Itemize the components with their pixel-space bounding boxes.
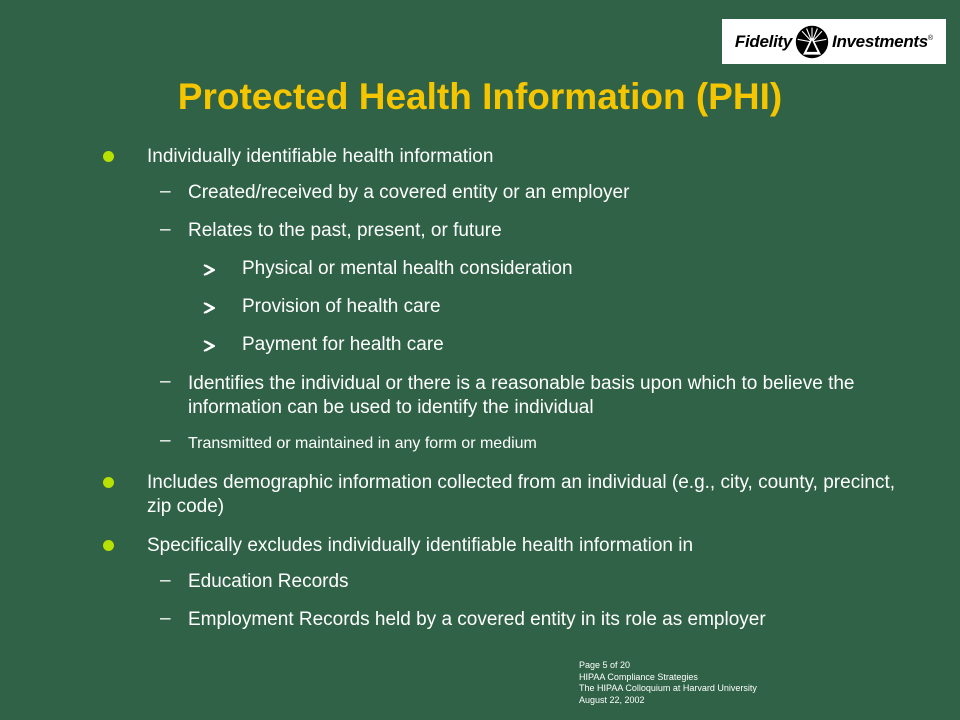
list-item: Transmitted or maintained in any form or medium <box>188 435 537 452</box>
slide-title: Protected Health Information (PHI) <box>177 76 783 117</box>
bullet-icon <box>103 540 114 551</box>
logo-word-left: Fidelity <box>734 31 793 51</box>
dash-marker: – <box>160 219 171 240</box>
footer-line: HIPAA Compliance Strategies <box>579 671 698 682</box>
dash-marker: – <box>160 608 171 629</box>
list-item: Provision of health care <box>242 296 441 317</box>
slide-footer <box>579 660 757 706</box>
dash-marker: – <box>160 570 171 591</box>
bullet-icon <box>103 151 114 162</box>
list-item: Physical or mental health consideration <box>242 258 573 279</box>
list-item: Employment Records held by a covered entity in its role as employer <box>188 609 766 630</box>
arrow-bullet-icon <box>203 302 215 314</box>
list-item: Education Records <box>188 571 349 592</box>
footer-page-number: Page 5 of 20 <box>579 660 631 670</box>
bullet-icon <box>103 477 114 488</box>
dash-marker: – <box>160 371 171 392</box>
registered-mark: ® <box>927 35 934 42</box>
list-item: Individually identifiable health information <box>147 146 494 167</box>
pyramid-burst-icon <box>794 24 830 60</box>
dash-marker: – <box>160 181 171 202</box>
footer-line: The HIPAA Colloquium at Harvard University <box>579 683 757 693</box>
list-item: Includes demographic information collected from an individual (e.g., city, county, precinct, zip code) <box>147 472 896 517</box>
logo-word-right: Investments <box>832 31 928 51</box>
footer-line: August 22, 2002 <box>579 694 645 705</box>
arrow-bullet-icon <box>203 340 215 352</box>
dash-marker: – <box>160 430 171 451</box>
list-item: Relates to the past, present, or future <box>188 220 502 241</box>
list-item: Created/received by a covered entity or an employer <box>188 182 630 203</box>
arrow-bullet-icon <box>203 264 215 276</box>
list-item: Specifically excludes individually identifiable health information in <box>147 535 694 556</box>
fidelity-logo <box>722 19 946 64</box>
list-item: Payment for health care <box>242 334 444 355</box>
list-item: Identifies the individual or there is a reasonable basis upon which to believe the information can be used to identify the individual <box>188 373 855 418</box>
